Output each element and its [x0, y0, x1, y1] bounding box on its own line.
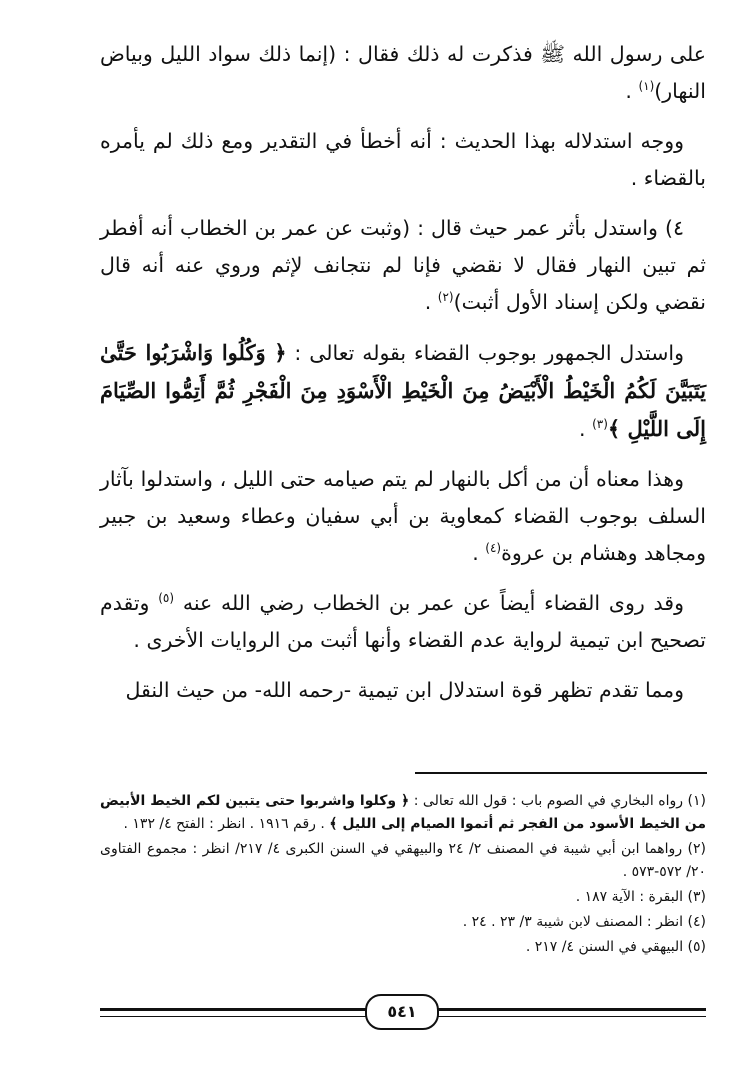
footnote-number: (٥) — [687, 939, 706, 955]
footnote-text: رواه البخاري في الصوم باب : قول الله تعالى : — [409, 793, 688, 809]
page-footer — [100, 994, 706, 1034]
footnote-text: رواهما ابن أبي شيبة في المصنف ٢/ ٢٤ والبيهقي في السنن الكبرى ٤/ ٢١٧/ انظر : مجموع الفتاوى ٢٠/ ٥٧٢-٥٧٣ . — [100, 841, 706, 880]
footnote-2 — [100, 838, 706, 884]
footnote-number: (١) — [687, 793, 706, 809]
footnotes — [100, 790, 706, 961]
footnote-verse: ﴿ وكلوا واشربوا حتى يتبين لكم الخيط الأبيض من الخيط الأسود من الفجر ثم أتموا الصيام إلى الليل ﴾ — [100, 793, 706, 832]
page-number: ٥٤١ — [365, 994, 439, 1030]
paragraph-1 — [100, 36, 706, 110]
footnote-5 — [100, 936, 706, 959]
paragraph-5-text: وهذا معناه أن من أكل بالنهار لم يتم صيامه حتى الليل ، واستدلوا بآثار السلف بوجوب القضاء كمعاوية بن أبي سفيان وعطاء وسعيد بن جبير ومجاهد وهشام بن عروة — [100, 467, 706, 565]
footnote-ref-2: (٢) — [437, 290, 454, 305]
paragraph-1-text: على رسول الله ﷺ فذكرت له ذلك فقال : (إنما ذلك سواد الليل وبياض النهار) — [100, 42, 706, 103]
paragraph-5 — [100, 461, 706, 572]
footnote-ref-1: (١) — [638, 79, 655, 94]
footnote-text: انظر : المصنف لابن شيبة ٣/ ٢٣ . ٢٤ . — [462, 914, 688, 930]
paragraph-4 — [100, 334, 706, 448]
paragraph-3-text: ٤) واستدل بأثر عمر حيث قال : (وثبت عن عمر بن الخطاب أنه أفطر ثم تبين النهار فقال لا نقضي فإنا لم نتجانف لإثم وروي عنه أنه قال نقضي ولكن إسناد الأول أثبت) — [100, 216, 706, 314]
paragraph-2 — [100, 123, 706, 197]
footnote-text: البقرة : الآية ١٨٧ . — [575, 889, 688, 905]
paragraph-7-text: ومما تقدم تظهر قوة استدلال ابن تيمية -رحمه الله- من حيث النقل — [125, 678, 684, 702]
footnote-1 — [100, 790, 706, 836]
footnote-text-end: . رقم ١٩١٦ . انظر : الفتح ٤/ ١٣٢ . — [123, 816, 330, 832]
footnote-ref-5: (٥) — [158, 591, 175, 606]
paragraph-6 — [100, 585, 706, 659]
paragraph-4-intro: واستدل الجمهور بوجوب القضاء بقوله تعالى : — [286, 341, 684, 365]
paragraph-3 — [100, 210, 706, 321]
footnote-separator — [415, 772, 707, 774]
paragraph-5-end: . — [472, 541, 486, 565]
quran-verse: ﴿ وَكُلُوا وَاشْرَبُوا حَتَّىٰ يَتَبَيَّنَ لَكُمُ الْخَيْطُ الْأَبْيَضُ مِنَ الْخَيْطِ الْأَسْوَدِ مِنَ الْفَجْرِ ثُمَّ أَتِمُّوا الصِّيَامَ إِلَى اللَّيْلِ ﴾ — [100, 340, 706, 441]
footnote-text: البيهقي في السنن ٤/ ٢١٧ . — [525, 939, 688, 955]
footnote-number: (٣) — [687, 889, 706, 905]
paragraph-4-end: . — [579, 417, 593, 441]
paragraph-7 — [100, 672, 706, 709]
footnote-3 — [100, 886, 706, 909]
paragraph-6-text-b: وتقدم تصحيح ابن تيمية لرواية عدم القضاء وأنها أثبت من الروايات الأخرى . — [100, 591, 706, 652]
footnote-4 — [100, 911, 706, 934]
footnote-ref-3: (٣) — [592, 417, 608, 432]
footnote-number: (٤) — [687, 914, 706, 930]
main-text — [100, 36, 706, 722]
footnote-number: (٢) — [687, 841, 706, 857]
footnote-ref-4: (٤) — [485, 541, 502, 556]
paragraph-3-end: . — [424, 290, 438, 314]
paragraph-6-text-a: وقد روى القضاء أيضاً عن عمر بن الخطاب رضي الله عنه — [174, 591, 684, 615]
paragraph-1-end: . — [625, 79, 639, 103]
paragraph-2-text: ووجه استدلاله بهذا الحديث : أنه أخطأ في التقدير ومع ذلك لم يأمره بالقضاء . — [100, 129, 706, 190]
